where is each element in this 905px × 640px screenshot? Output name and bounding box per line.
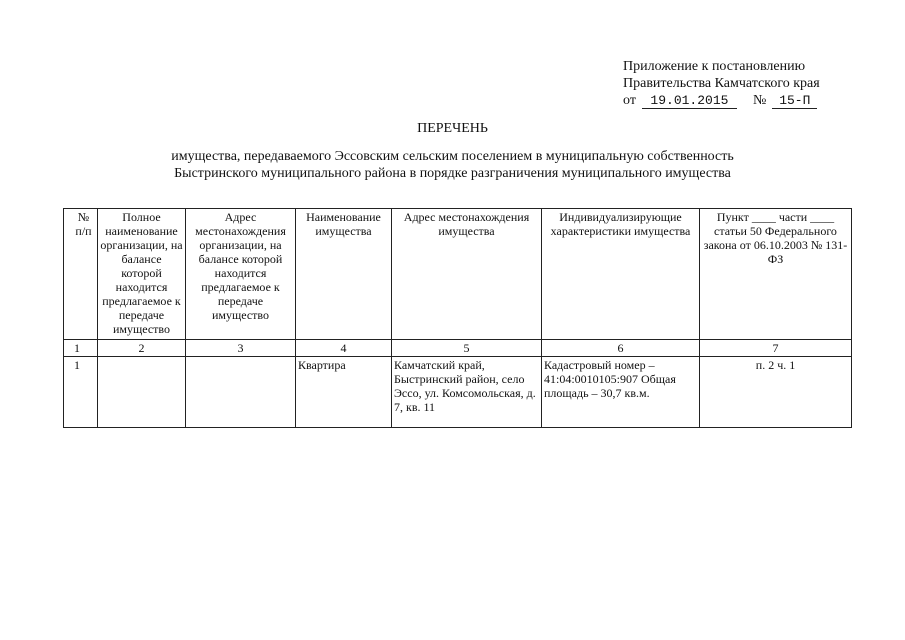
subtitle-line-1: имущества, передаваемого Эссовским сельским поселением в муниципальную собственность (171, 149, 734, 164)
header-cell-characteristics: Индивидуализирующие характеристики имущества (542, 209, 700, 340)
cell-article-clause: п. 2 ч. 1 (700, 357, 852, 428)
cell-characteristics: Кадастровый номер – 41:04:0010105:907 Общая площадь – 30,7 кв.м. (542, 357, 700, 428)
cell-org-name (98, 357, 186, 428)
subtitle-line-2: Быстринского муниципального района в порядке разграничения муниципального имущества (174, 166, 731, 181)
document-subtitle (0, 148, 905, 182)
column-number: 7 (700, 340, 852, 357)
number-sign: № (752, 93, 767, 108)
column-number: 1 (64, 340, 98, 357)
column-number: 5 (392, 340, 542, 357)
document-title: ПЕРЕЧЕНЬ (417, 121, 488, 136)
table-row (64, 357, 852, 428)
cell-property-address: Камчатский край, Быстринский район, село Эссо, ул. Комсомольская, д. 7, кв. 11 (392, 357, 542, 428)
header-cell-article-clause: Пункт ____ части ____ статьи 50 Федерального закона от 06.10.2003 № 131-ФЗ (700, 209, 852, 340)
header-cell-property-address: Адрес местонахождения имущества (392, 209, 542, 340)
column-number: 2 (98, 340, 186, 357)
cell-org-address (186, 357, 296, 428)
appendix-date-line (623, 92, 820, 109)
property-table (63, 208, 852, 428)
column-number-row (64, 340, 852, 357)
column-number: 4 (296, 340, 392, 357)
header-cell-org-name: Полное наименование организации, на балансе которой находится предлагаемое к передаче имущество (98, 209, 186, 340)
resolution-date: 19.01.2015 (642, 94, 737, 109)
header-cell-number: № п/п (64, 209, 98, 340)
column-number: 3 (186, 340, 296, 357)
appendix-line-1: Приложение к постановлению (623, 59, 806, 74)
table-header-row (64, 209, 852, 340)
appendix-line-2: Правительства Камчатского края (623, 76, 820, 91)
column-number: 6 (542, 340, 700, 357)
header-cell-org-address: Адрес местонахождения организации, на балансе которой находится предлагаемое к передаче имущество (186, 209, 296, 340)
cell-property-name: Квартира (296, 357, 392, 428)
header-cell-property-name: Наименование имущества (296, 209, 392, 340)
from-prefix: от (623, 93, 636, 108)
appendix-block (623, 58, 820, 109)
cell-number: 1 (64, 357, 98, 428)
resolution-number: 15-П (772, 94, 817, 109)
